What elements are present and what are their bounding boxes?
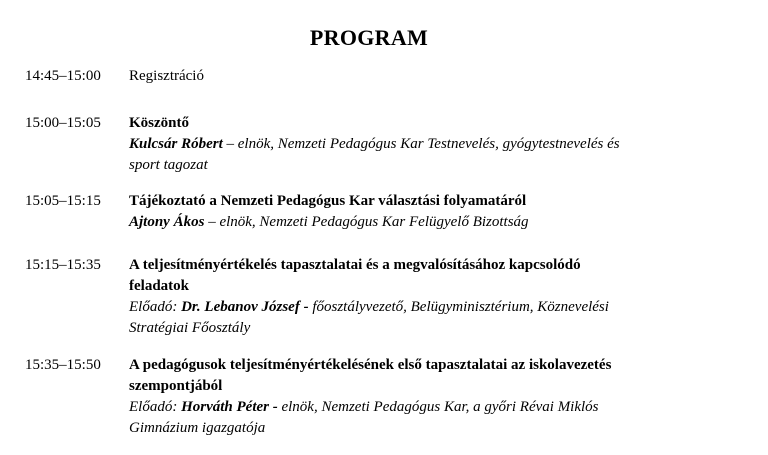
speaker-role: – elnök, Nemzeti Pedagógus Kar Testnevelés, gyógytestnevelés és <box>222 136 620 152</box>
program-item-content <box>129 191 729 233</box>
program-item-details <box>129 212 729 233</box>
program-item-time: 15:35–15:50 <box>25 357 101 373</box>
program-item-headline: Tájékoztató a Nemzeti Pedagógus Kar választási folyamatáról <box>129 193 527 209</box>
program-item-details <box>129 397 729 418</box>
presenter-label: Előadó: <box>129 399 182 415</box>
program-item-headline: Regisztráció <box>129 68 204 84</box>
program-item-details <box>129 297 729 318</box>
speaker-role: főosztályvezető, Belügyminisztérium, Köznevelési <box>308 299 609 315</box>
speaker-role: – elnök, Nemzeti Pedagógus Kar Felügyelő Bizottság <box>204 214 529 230</box>
program-item-content <box>129 113 729 176</box>
program-item-content <box>129 355 729 439</box>
program-item-headline-continued: feladatok <box>129 278 189 294</box>
speaker-name: Horváth Péter - <box>181 399 278 415</box>
program-item-content <box>129 66 729 87</box>
speaker-name: Kulcsár Róbert <box>129 136 223 152</box>
speaker-role-continued: Stratégiai Főosztály <box>129 320 251 336</box>
speaker-name: Ajtony Ákos <box>129 214 205 230</box>
speaker-role-continued: sport tagozat <box>129 157 208 173</box>
program-item-content <box>129 255 729 339</box>
program-item-time: 15:00–15:05 <box>25 115 101 131</box>
program-item-time: 15:15–15:35 <box>25 257 101 273</box>
program-item-headline-continued: szempontjából <box>129 378 223 394</box>
program-item-headline: Köszöntő <box>129 115 189 131</box>
program-item-time: 14:45–15:00 <box>25 68 101 84</box>
speaker-name: Dr. Lebanov József - <box>181 299 309 315</box>
speaker-role-continued: Gimnázium igazgatója <box>129 420 266 436</box>
program-item-details <box>129 134 729 155</box>
program-item-time: 15:05–15:15 <box>25 193 101 209</box>
page-title: PROGRAM <box>309 25 429 50</box>
speaker-role: elnök, Nemzeti Pedagógus Kar, a győri Révai Miklós <box>277 399 599 415</box>
program-item-headline: A teljesítményértékelés tapasztalatai és a megvalósításához kapcsolódó <box>129 257 581 273</box>
presenter-label: Előadó: <box>129 299 182 315</box>
program-item-headline: A pedagógusok teljesítményértékelésének első tapasztalatai az iskolavezetés <box>129 357 612 373</box>
